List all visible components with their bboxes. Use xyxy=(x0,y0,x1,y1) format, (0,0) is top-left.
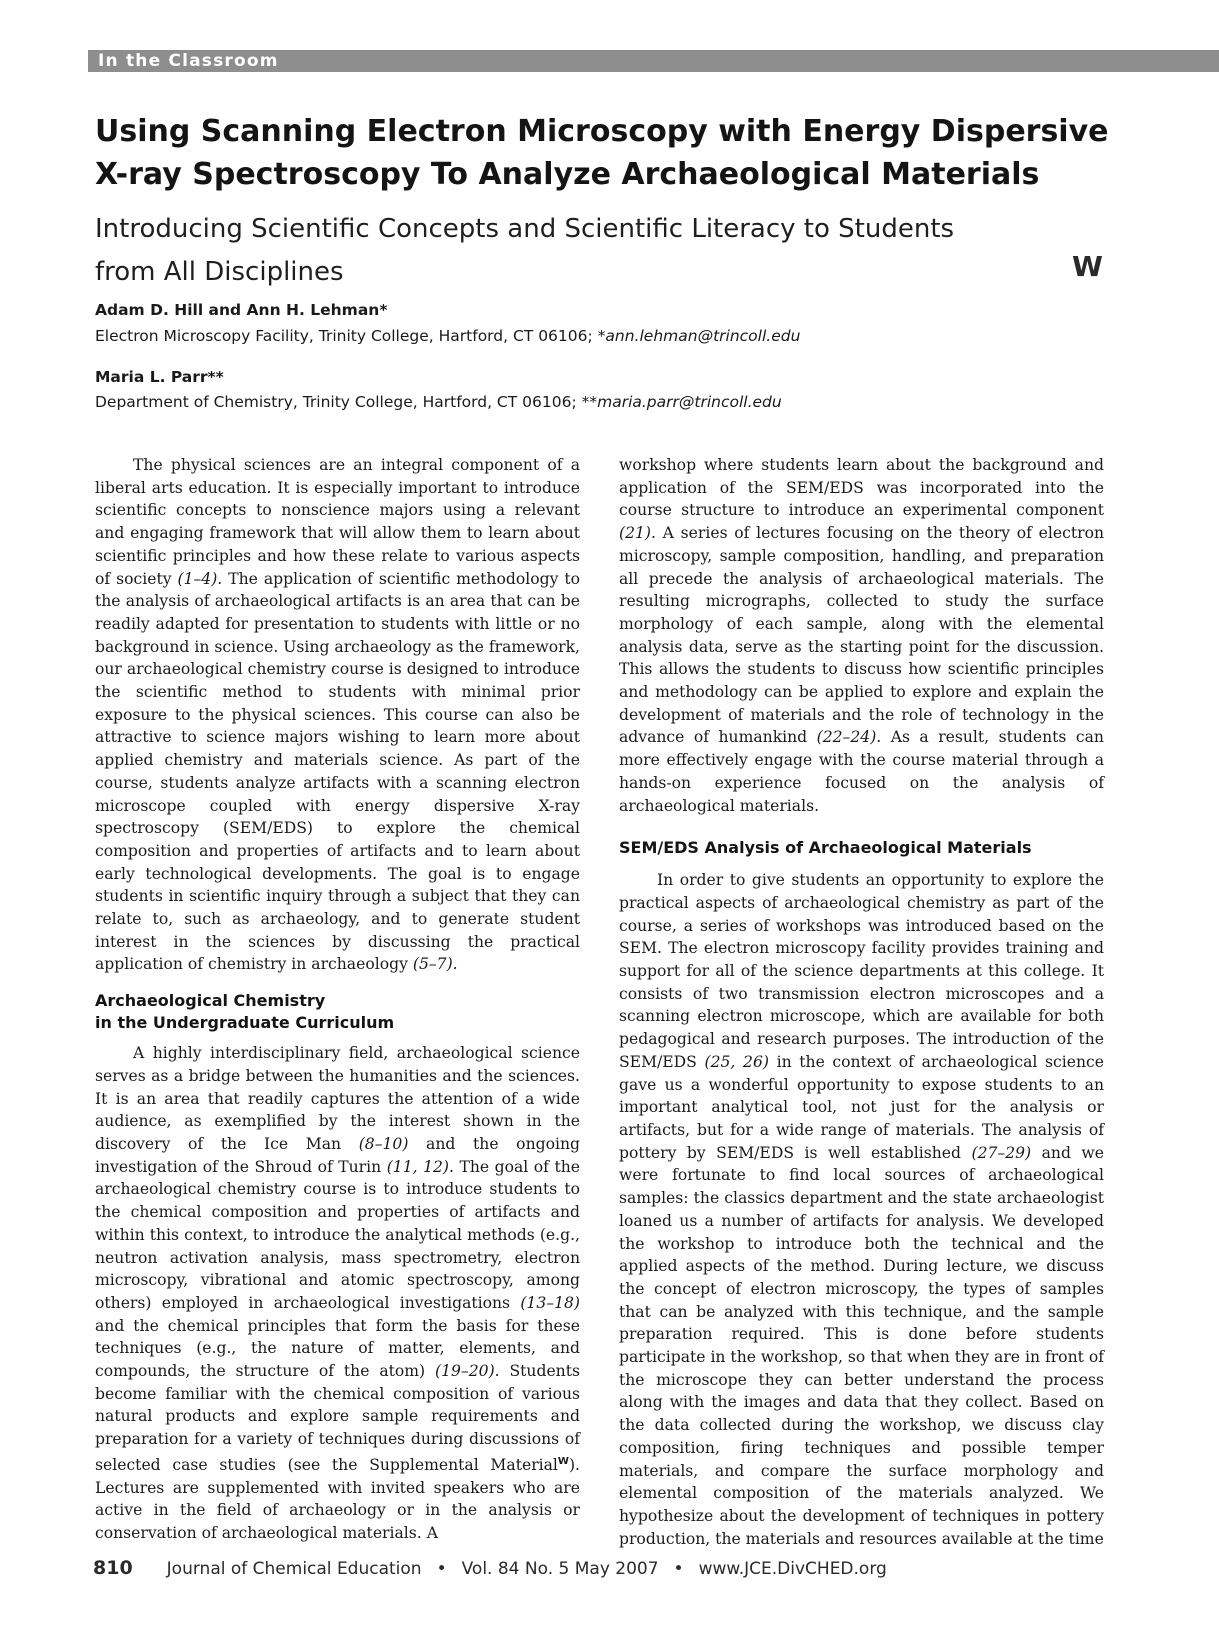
paragraph-intro xyxy=(95,454,580,976)
separator-dot: • xyxy=(673,1559,684,1579)
authors-group-2: Maria L. Parr** xyxy=(95,368,224,386)
paragraph-workshop xyxy=(619,454,1104,817)
right-column xyxy=(619,454,1104,1550)
authors-group-1: Adam D. Hill and Ann H. Lehman* xyxy=(95,301,388,319)
section-heading-sem-eds: SEM/EDS Analysis of Archaeological Materials xyxy=(619,838,1032,858)
heading-line: Archaeological Chemistry xyxy=(95,991,326,1011)
article-title: Using Scanning Electron Microscopy with Energy Dispersive X-ray Spectroscopy To Analyze Archaeological Materials xyxy=(95,114,1109,192)
paragraph-curriculum xyxy=(95,1042,580,1545)
affiliation-1 xyxy=(95,327,1095,345)
left-column xyxy=(95,454,580,1545)
text-run: The physical sciences are an integral component of a liberal arts education. It is especially important to introduce scientific concepts to nonscience majors using a relevant and engaging framework that will allow them to learn about scientific principles and how these relate to various aspects of society xyxy=(95,456,580,588)
text-run: and we were fortunate to find local sources of archaeological samples: the classics department and the state archaeologist loaned us a number of artifacts for analysis. We developed the workshop to introduce both the technical and the applied aspects of the method. During lecture, we discuss the concept of electron microscopy, the types of samples that can be analyzed with this technique, and the sample preparation required. This is done before students participate in the workshop, so that when they are in front of the microscope they can better understand the process along with the images and data that they collect. Based on the data collected during the workshop, we discuss clay composition, firing techniques and possible temper materials, and compare the surface morphology and elemental composition of the materials analyzed. We hypothesize about the development of techniques in pottery production, the materials and resources available at the time xyxy=(619,1143,1104,1548)
web-supplement-icon: W xyxy=(1072,250,1103,283)
text-run: Students become familiar with the chemical composition of various natural products and explore sample requirements and preparation for a variety of techniques during discussions of selected case studies (see the Supplemental Material xyxy=(95,1362,580,1475)
article-subtitle: Introducing Scientific Concepts and Scientific Literacy to Students from All Disciplines xyxy=(95,214,955,287)
citation: (11, 12). xyxy=(386,1157,454,1176)
citation: (27–29) xyxy=(971,1143,1032,1162)
paragraph-sem-eds xyxy=(619,869,1104,1550)
text-run: The application of scientific methodology to the analysis of archaeological artifacts is an area that can be readily adapted for presentation to students with little or no background in science. Using archaeology as the framework, our archaeological chemistry course is designed to introduce the scientific method to students with minimal prior exposure to the physical sciences. This course can also be attractive to science majors wishing to learn more about applied chemistry and materials science. As part of the course, students analyze artifacts with a scanning electron microscope coupled with energy dispersive X-ray spectroscopy (SEM/EDS) to explore the chemical composition and properties of artifacts and to learn about early technological developments. The goal is to engage students in scientific inquiry through a subject that they can relate to, such as archaeology, and to generate student interest in the sciences by discussing the practical application of chemistry in archaeology xyxy=(95,569,581,974)
text-run: As a result, students can more effectively engage with the course material through a hands-on experience focused on the analysis of archaeological materials. xyxy=(619,728,1104,815)
text-run: The goal of the archaeological chemistry course is to introduce students to the chemical composition and properties of artifacts and within this context, to introduce the analytical methods (e.g., neutron activation analysis, mass spectrometry, electron microscopy, vibrational and atomic spectroscopy, among others) employed in archaeological investigations xyxy=(95,1157,580,1312)
heading-line: in the Undergraduate Curriculum xyxy=(95,1013,395,1033)
affiliation-2 xyxy=(95,393,1095,411)
section-band xyxy=(88,50,1219,72)
affiliation-1-text: Electron Microscopy Facility, Trinity College, Hartford, CT 06106; * xyxy=(95,327,606,345)
citation: (13–18) xyxy=(520,1293,580,1312)
citation: (25, 26) xyxy=(704,1052,769,1071)
supplement-superscript: W xyxy=(557,1455,569,1467)
text-run: and the chemical principles that form the basis for these techniques (e.g., the nature of matter, elements, and compounds, the structure of the atom) xyxy=(95,1316,580,1381)
citation: (1–4). xyxy=(177,569,223,588)
email-1: ann.lehman@trincoll.edu xyxy=(605,327,801,345)
text-run: ). Lectures are supplemented with invited speakers who are active in the field of archaeology or in the analysis or conservation of archaeological materials. A xyxy=(95,1456,580,1543)
section-label: In the Classroom xyxy=(98,51,279,71)
text-run: A highly interdisciplinary field, archaeological science serves as a bridge between the humanities and the sciences. It is an area that readily captures the attention of a wide audience, as exemplified by the interest shown in the discovery of the Ice Man xyxy=(95,1044,580,1153)
citation: (8–10) xyxy=(358,1134,409,1153)
text-run: In order to give students an opportunity to explore the practical aspects of archaeological chemistry as part of the course, a series of workshops was introduced based on the SEM. The electron microscopy facility provides training and support for all of the science departments at this college. It consists of two transmission electron microscopes and a scanning electron microscope, which are available for both pedagogical and research purposes. The introduction of the SEM/EDS xyxy=(619,871,1104,1071)
email-2: maria.parr@trincoll.edu xyxy=(597,393,782,411)
affiliation-2-text: Department of Chemistry, Trinity College, Hartford, CT 06106; ** xyxy=(95,393,598,411)
journal-name: Journal of Chemical Education xyxy=(166,1559,422,1579)
text-run: and the ongoing investigation of the Shroud of Turin xyxy=(95,1134,580,1176)
citation: (19–20). xyxy=(435,1362,500,1381)
text-run: workshop where students learn about the background and application of the SEM/EDS was incorporated into the course structure to introduce an experimental component xyxy=(619,456,1104,520)
section-heading-curriculum xyxy=(95,990,580,1034)
page-footer xyxy=(93,1557,1143,1579)
issue-info: Vol. 84 No. 5 May 2007 xyxy=(461,1559,659,1579)
website-link: www.JCE.DivCHED.org xyxy=(698,1559,887,1579)
citation: (5–7). xyxy=(412,955,458,974)
text-run: in the context of archaeological science gave us a wonderful opportunity to expose students to an important analytical tool, not just for the analysis or artifacts, but for a wide range of materials. The analysis of pottery by SEM/EDS is well established xyxy=(619,1052,1104,1162)
citation: (22–24). xyxy=(816,728,882,747)
citation: (21). xyxy=(619,524,656,543)
page-number: 810 xyxy=(93,1557,133,1579)
separator-dot: • xyxy=(436,1559,447,1579)
text-run: A series of lectures focusing on the theory of electron microscopy, sample composition, handling, and preparation all precede the analysis of archaeological materials. The resulting micrographs, collected to study the surface morphology of each sample, along with the elemental analysis data, serve as the starting point for the discussion. This allows the students to discuss how scientific principles and methodology can be applied to explore and explain the development of materials and the role of technology in the advance of humankind xyxy=(619,524,1104,747)
